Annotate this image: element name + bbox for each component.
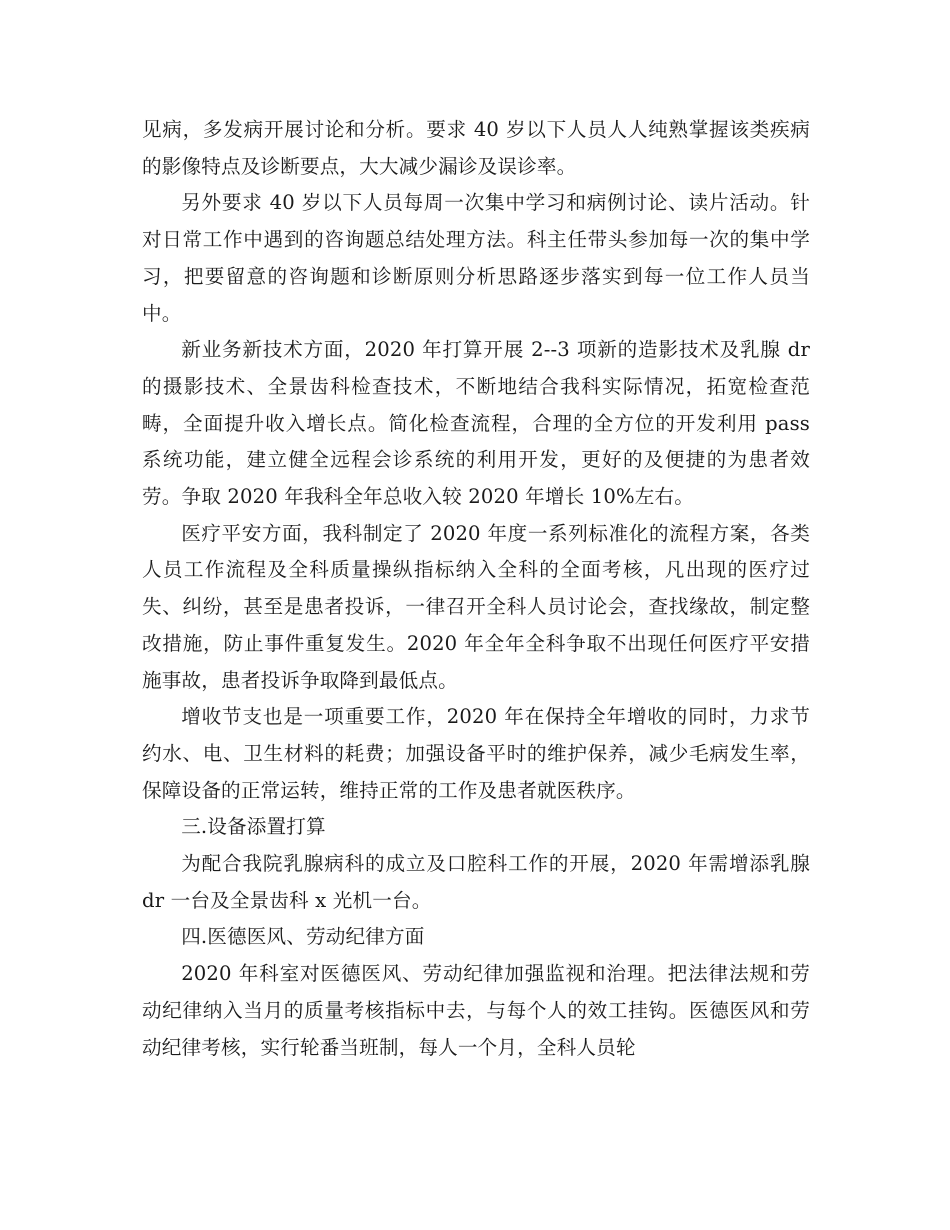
paragraph-weekly-study: 另外要求 40 岁以下人员每周一次集中学习和病例讨论、读片活动。针对日常工作中遇到的咨询题总结处理方法。科主任带头参加每一次的集中学习，把要留意的咨询题和诊断原则分析思路逐步落实到每一位工作人员当中。 <box>142 191 810 325</box>
paragraph-equipment: 为配合我院乳腺病科的成立及口腔科工作的开展，2020 年需增添乳腺 dr 一台及全景齿科 x 光机一台。 <box>142 852 810 912</box>
document-body <box>142 112 810 1066</box>
section-heading-ethics: 四.医德医风、劳动纪律方面 <box>181 925 425 949</box>
section-heading-equipment: 三.设备添置打算 <box>181 815 326 839</box>
paragraph-new-technology: 新业务新技术方面，2020 年打算开展 2--3 项新的造影技术及乳腺 dr 的摄影技术、全景齿科检查技术，不断地结合我科实际情况，拓宽检查范畴，全面提升收入增长点。简化检查流程，合理的全方位的开发利用 pass 系统功能，建立健全远程会诊系统的利用开发，更好的及便捷的为患者效劳。争取 2020 年我科全年总收入较 2020 年增长 10%左右。 <box>142 338 810 509</box>
paragraph-cost-saving: 增收节支也是一项重要工作，2020 年在保持全年增收的同时，力求节约水、电、卫生材料的耗费；加强设备平时的维护保养，减少毛病发生率，保障设备的正常运转，维持正常的工作及患者就医秩序。 <box>142 705 810 802</box>
paragraph-continuation: 见病，多发病开展讨论和分析。要求 40 岁以下人员人人纯熟掌握该类疾病的影像特点及诊断要点，大大减少漏诊及误诊率。 <box>142 118 810 178</box>
paragraph-ethics: 2020 年科室对医德医风、劳动纪律加强监视和治理。把法律法规和劳动纪律纳入当月的质量考核指标中去，与每个人的效工挂钩。医德医风和劳动纪律考核，实行轮番当班制，每人一个月，全科人员轮 <box>142 962 810 1059</box>
paragraph-medical-safety: 医疗平安方面，我科制定了 2020 年度一系列标准化的流程方案，各类人员工作流程及全科质量操纵指标纳入全科的全面考核，凡出现的医疗过失、纠纷，甚至是患者投诉，一律召开全科人员讨论会，查找缘故，制定整改措施，防止事件重复发生。2020 年全年全科争取不出现任何医疗平安措施事故，患者投诉争取降到最低点。 <box>142 521 810 692</box>
